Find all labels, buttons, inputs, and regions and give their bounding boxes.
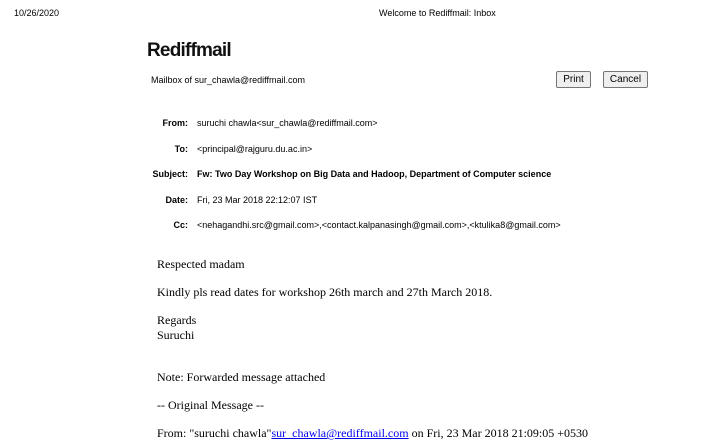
header-value-cc: <nehagandhi.src@gmail.com>,<contact.kalpanasingh@gmail.com>,<ktulika8@gmail.com> <box>197 220 561 230</box>
original-from-email-link[interactable]: sur_chawla@rediffmail.com <box>271 426 409 440</box>
header-label-cc: Cc: <box>173 220 188 230</box>
print-button[interactable]: Print <box>556 71 591 88</box>
header-value-subject: Fw: Two Day Workshop on Big Data and Hadoop, Department of Computer science <box>197 169 552 179</box>
header-label-to: To: <box>174 144 188 154</box>
original-from-prefix: From: "suruchi chawla" <box>157 426 272 440</box>
header-value-date: Fri, 23 Mar 2018 22:12:07 IST <box>197 195 318 205</box>
header-label-date: Date: <box>165 195 188 205</box>
body-regards: Regards <box>157 313 197 327</box>
original-from-line <box>157 426 588 441</box>
mailbox-owner: Mailbox of sur_chawla@rediffmail.com <box>151 75 306 85</box>
print-header <box>0 8 717 22</box>
header-label-subject: Subject: <box>152 169 188 179</box>
header-row-from <box>0 118 717 132</box>
print-page-title: Welcome to Rediffmail: Inbox <box>379 8 496 18</box>
body-line-1: Kindly pls read dates for workshop 26th march and 27th March 2018. <box>157 285 493 299</box>
body-greeting: Respected madam <box>157 257 245 271</box>
body-signature: Suruchi <box>157 328 195 342</box>
header-label-from: From: <box>162 118 188 128</box>
header-value-from: suruchi chawla<sur_chawla@rediffmail.com> <box>197 118 378 128</box>
cancel-button[interactable]: Cancel <box>603 71 648 88</box>
rediffmail-logo: Rediffmail <box>147 40 231 61</box>
header-row-date <box>0 195 717 209</box>
header-value-to: <principal@rajguru.du.ac.in> <box>197 144 313 154</box>
header-row-cc <box>0 220 717 234</box>
header-row-to <box>0 144 717 158</box>
print-date: 10/26/2020 <box>14 8 60 18</box>
header-row-subject <box>0 169 717 183</box>
original-message-marker: -- Original Message -- <box>157 398 264 412</box>
original-from-suffix: on Fri, 23 Mar 2018 21:09:05 +0530 <box>408 426 589 440</box>
body-forward-note: Note: Forwarded message attached <box>157 370 326 384</box>
